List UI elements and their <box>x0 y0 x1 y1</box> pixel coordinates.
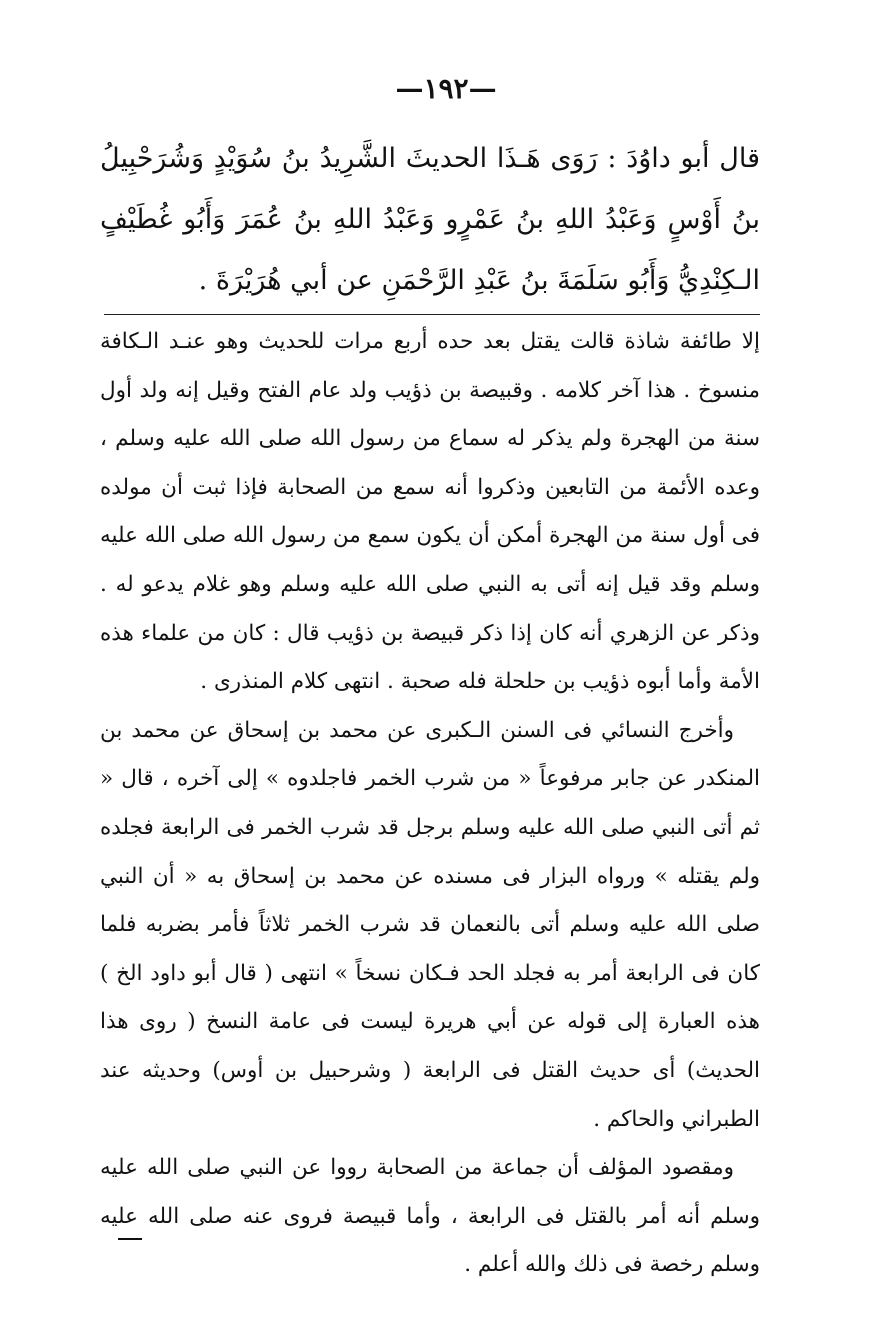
commentary-paragraph-3: ومقصود المؤلف أن جماعة من الصحابة رووا عن النبي صلى الله عليه وسلم أنه أمر بالقتل فى الرابعة ، وأما قبيصة فروى عنه صلى الله عليه وسلم رخصة فى ذلك والله أعلم . <box>100 1155 760 1278</box>
page-number: —١٩٢— <box>395 72 497 105</box>
hadith-main-text: قال أبو داوُدَ : رَوَى هَـذَا الحديثَ الشَّرِيدُ بنُ سُوَيْدٍ وَشُرَحْبِيلُ بنُ أَوْسٍ وَعَبْدُ اللهِ بنُ عَمْرٍو وَعَبْدُ اللهِ بنُ عُمَرَ وَأَبُو غُطَيْفٍ الـكِنْدِيُّ وَأَبُو سَلَمَةَ بنُ عَبْدِ الرَّحْمَنِ عن أبي هُرَيْرَةَ . <box>100 143 760 296</box>
separator-line <box>104 314 760 315</box>
end-dash-mark <box>118 1238 142 1240</box>
commentary-section <box>100 318 760 1290</box>
commentary-paragraph-1: إلا طائفة شاذة قالت يقتل بعد حده أربع مرات للحديث وهو عنـد الـكافة منسوخ . هذا آخر كلامه . وقبيصة بن ذؤيب ولد عام الفتح وقيل إنه ولد أول سنة من الهجرة ولم يذكر له سماع من رسول الله صلى الله عليه وسلم ، وعده الأئمة من التابعين وذكروا أنه سمع من الصحابة فإذا ثبت أن مولده فى أول سنة من الهجرة أمكن أن يكون سمع من رسول الله صلى الله عليه وسلم وقد قيل إنه أتى به النبي صلى الله عليه وسلم وهو غلام يدعو له . وذكر عن الزهري أنه كان إذا ذكر قبيصة بن ذؤيب قال : كان من علماء هذه الأمة وأما أبوه ذؤيب بن حلحلة فله صحبة . انتهى كلام المنذرى . <box>100 329 760 695</box>
commentary-paragraph-2: وأخرج النسائي فى السنن الـكبرى عن محمد بن إسحاق عن محمد بن المنكدر عن جابر مرفوعاً « من شرب الخمر فاجلدوه » إلى آخره ، قال « ثم أتى النبي صلى الله عليه وسلم برجل قد شرب الخمر فى الرابعة فجلده ولم يقتله » ورواه البزار فى مسنده عن محمد بن إسحاق به « أن النبي صلى الله عليه وسلم أتى بالنعمان قد شرب الخمر ثلاثاً فأمر بضربه فلما كان فى الرابعة أمر به فجلد الحد فـكان نسخاً » انتهى ( قال أبو داود الخ ) هذه العبارة إلى قوله عن أبي هريرة ليست فى عامة النسخ ( روى هذا الحديث) أى حديث القتل فى الرابعة ( وشرحبيل بن أوس) وحديثه عند الطبراني والحاكم . <box>100 717 760 1132</box>
